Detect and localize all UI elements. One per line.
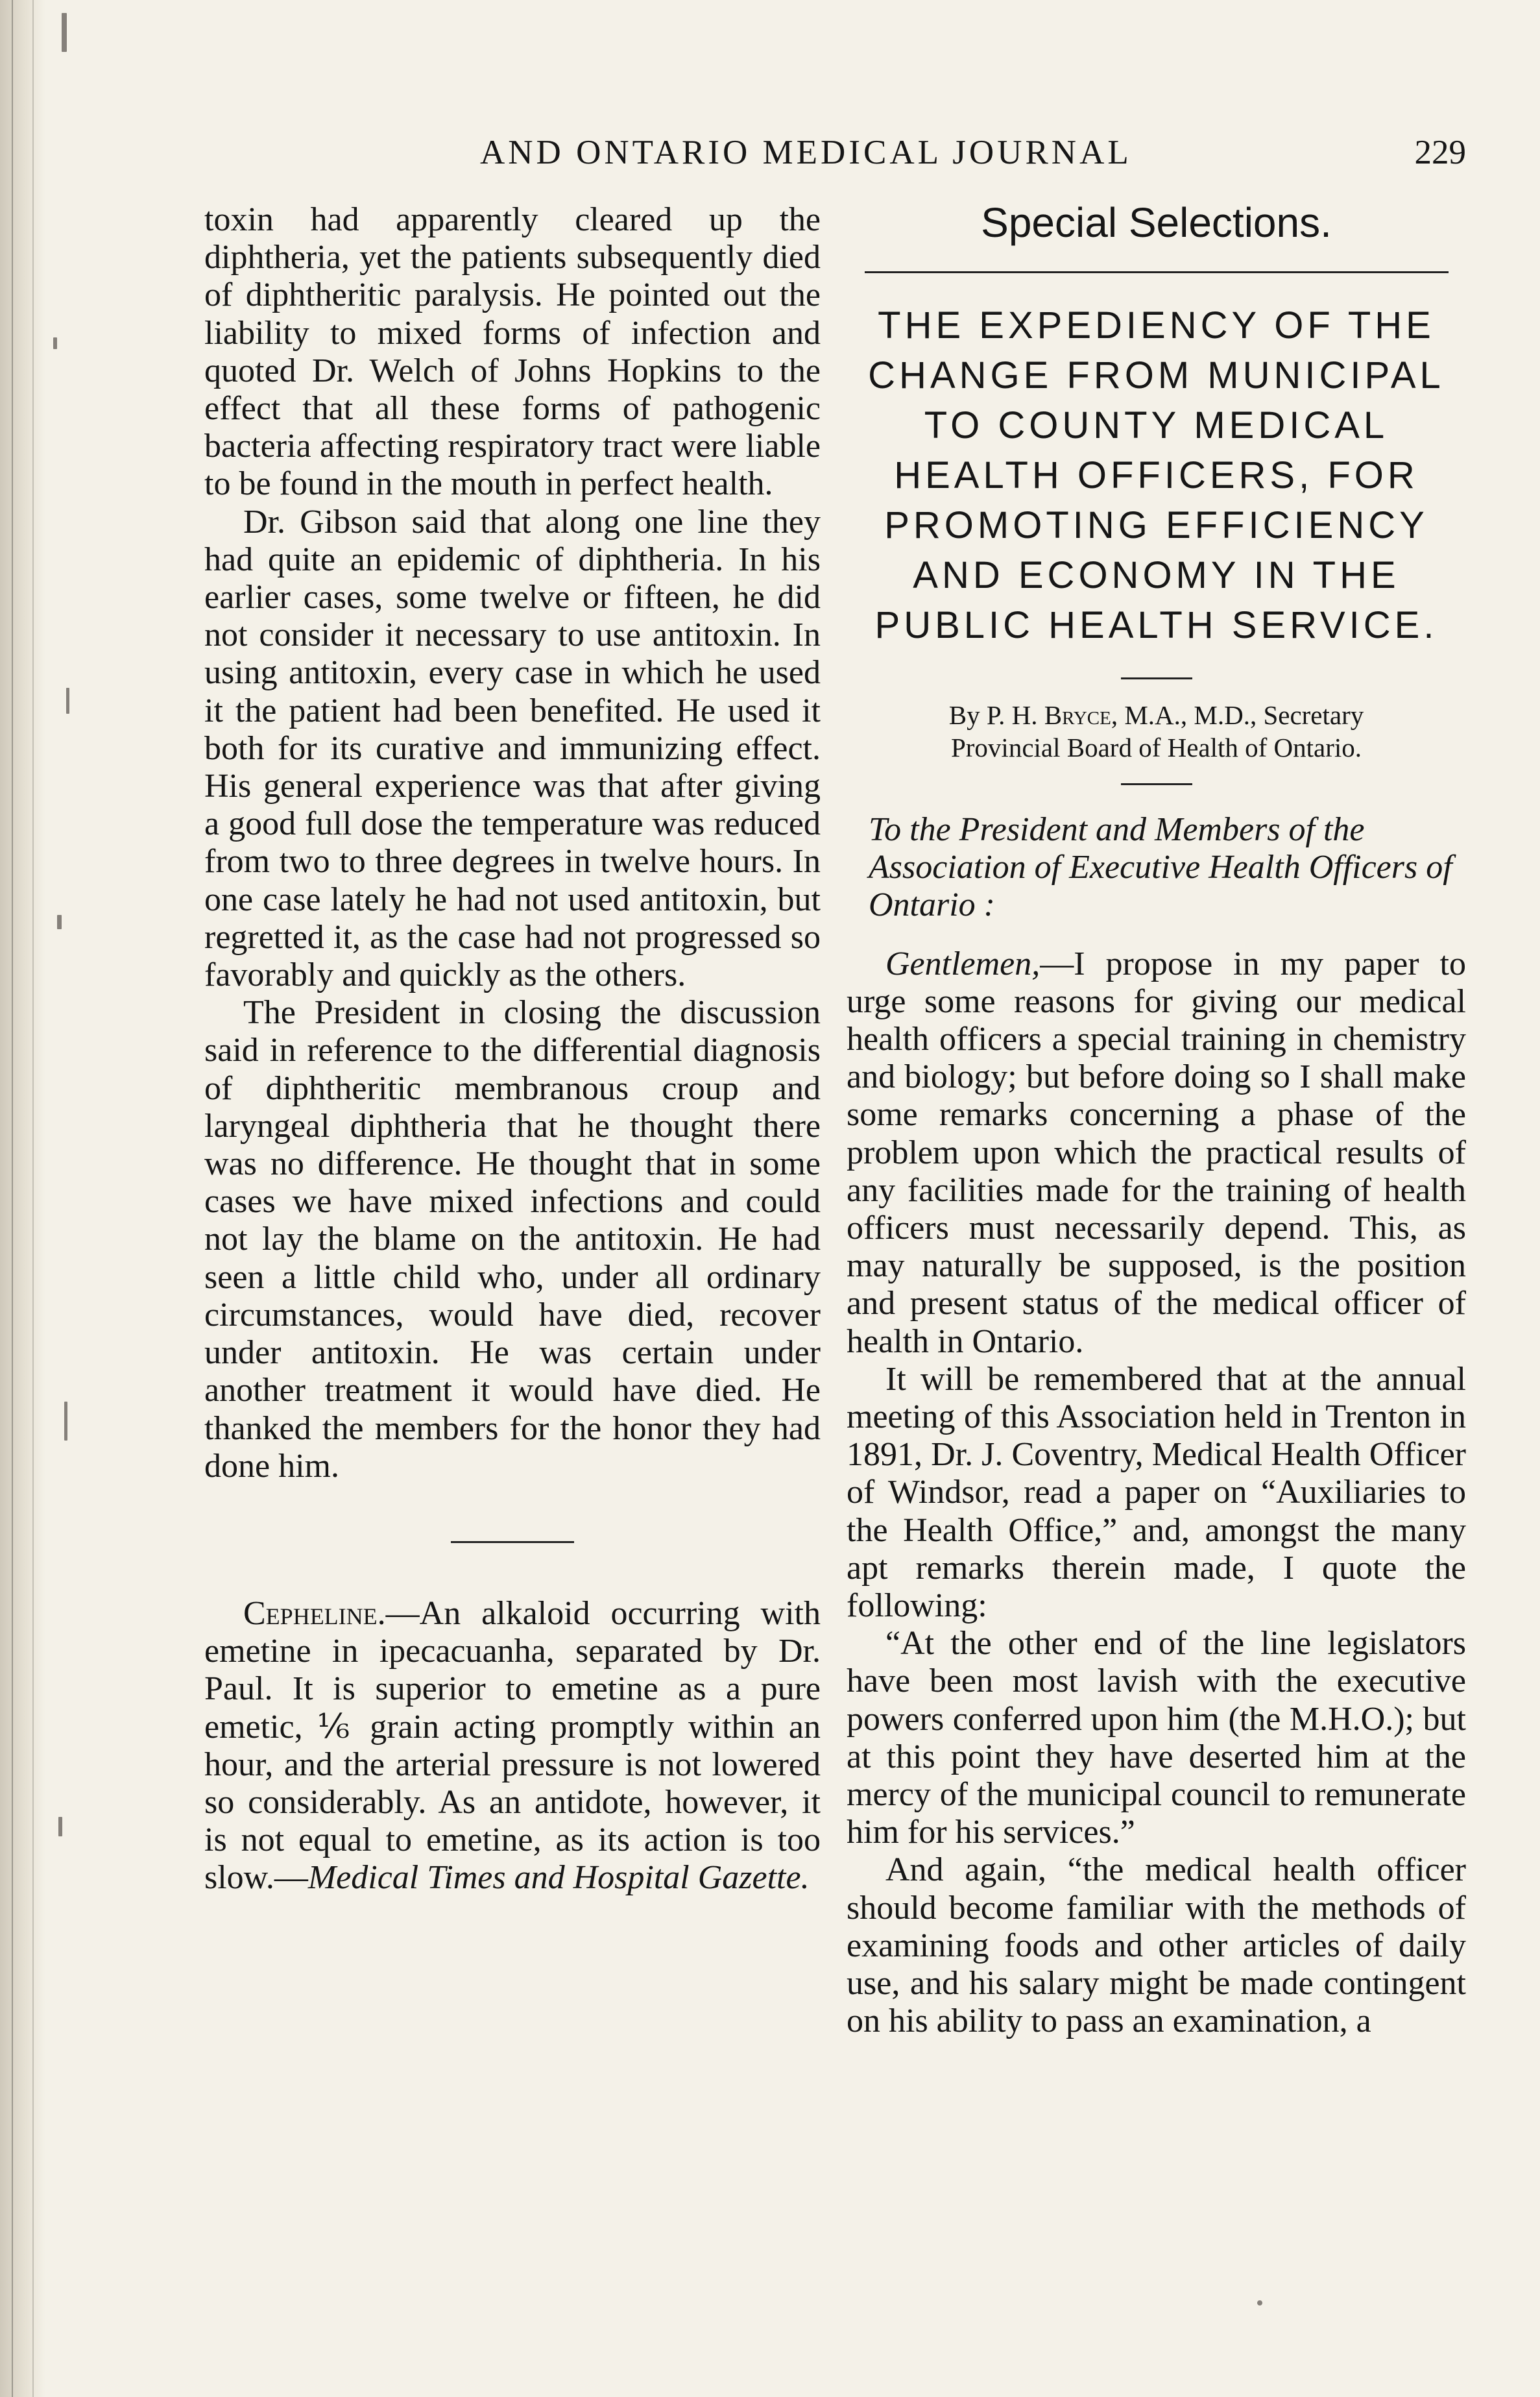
byline-by: By (948, 700, 980, 730)
title-rule (1121, 677, 1192, 679)
running-head: AND ONTARIO MEDICAL JOURNAL (480, 134, 1132, 171)
scan-speck (1257, 2300, 1262, 2306)
left-paragraph-1: toxin had apparently cleared up the diphtheria, yet the patients subsequently died of diphtheritic paralysis. He pointed out the liability to mixed forms of infection and quoted Dr. Welch of Johns Hopkins to the effect that all these forms of pathogenic bacteria affecting respiratory tract were liable to be found in the mouth in perfect health. (204, 201, 821, 503)
note-source: Medical Times and Hospital Gazette. (307, 1859, 810, 1897)
quotation: “At the other end of the line legislators have been most lavish with the executive powers conferred upon him (the M.H.O.); but at this point they have deserted him at the mercy of the municipal council to remunerate him for his services.” (847, 1625, 1466, 1851)
scan-speck (57, 915, 62, 929)
byline-credentials: , M.A., M.D., Secretary (1111, 700, 1364, 730)
right-column (847, 201, 1466, 2041)
address-line: To the President and Members of the Association of Executive Health Officers of Ontario : (869, 811, 1452, 924)
scan-speck (64, 1402, 67, 1441)
left-column (204, 201, 821, 1897)
page-edge-line (32, 0, 34, 2397)
section-divider (451, 1541, 574, 1543)
right-paragraph-3: And again, “the medical health officer should become familiar with the methods of examining foods and other articles of daily use, and his salary might be made contingent on his ability to pass an examination, a (847, 1851, 1466, 2040)
page-number: 229 (1414, 134, 1466, 171)
byline (847, 699, 1466, 764)
byline-author: P. H. Bryce (986, 700, 1111, 730)
byline-affiliation: Provincial Board of Health of Ontario. (950, 733, 1362, 762)
left-paragraph-3: The President in closing the discussion said in reference to the differential diagnosis of diphtheritic membranous croup and laryngeal diphtheria that he thought there was no difference. He thought that in some cases we have mixed infections and could not lay the blame on the antitoxin. He had seen a little child who, under all ordinary circumstances, would have died, recover under antitoxin. He was certain under another treatment it would have died. He thanked the members for the honor they had done him. (204, 994, 821, 1485)
page-edge-shadow (0, 0, 45, 2397)
cepheline-note (204, 1595, 821, 1897)
scan-speck (53, 337, 57, 349)
article-title: THE EXPEDIENCY OF THE CHANGE FROM MUNICIPAL TO COUNTY MEDICAL HEALTH OFFICERS, FOR PROMOTING EFFICIENCY AND ECONOMY IN THE PUBLIC HEALTH SERVICE. (868, 304, 1445, 646)
scan-speck (66, 688, 69, 714)
section-rule (865, 271, 1449, 273)
scan-speck (58, 1817, 62, 1836)
page-header (195, 133, 1492, 178)
page-edge-line (12, 0, 13, 2397)
note-headword: Cepheline. (243, 1594, 386, 1632)
right-paragraph-2: It will be remembered that at the annual meeting of this Association held in Trenton in 1891, Dr. J. Coventry, Medical Health Officer of Windsor, read a paper on “Auxiliaries to the Health Office,” and, amongst the many apt remarks therein made, I quote the following: (847, 1360, 1466, 1625)
section-title: Special Selections. (981, 199, 1332, 246)
byline-rule (1121, 783, 1192, 785)
right-paragraph-1 (847, 945, 1466, 1361)
note-body: —An alkaloid occurring with emetine in ipecacuanha, separated by Dr. Paul. It is superior to emetine as a pure emetic, ⅙ grain acting promptly within an hour, and the arterial pressure is not lowered so considerably. As an antidote, however, it is not equal to emetine, as its action is too slow.— (204, 1594, 821, 1897)
salutation: Gentlemen, (885, 945, 1041, 982)
right-paragraph-1-body: —I propose in my paper to urge some reasons for giving our medical health officers a special training in chemistry and biology; but before doing so I shall make some remarks concerning a phase of the problem upon which the practical results of any facilities made for the training of health officers must necessarily depend. This, as may naturally be supposed, is the position and present status of the medical officer of health in Ontario. (847, 945, 1466, 1360)
scan-speck (62, 13, 67, 52)
left-paragraph-2: Dr. Gibson said that along one line they had quite an epidemic of diphtheria. In his earlier cases, some twelve or fifteen, he did not consider it necessary to use antitoxin. In using antitoxin, every case in which he used it the patient had been benefited. He used it both for its curative and immunizing effect. His general experience was that after giving a good full dose the temperature was reduced from two to three degrees in twelve hours. In one case lately he had not used antitoxin, but regretted it, as the case had not progressed so favorably and quickly as the others. (204, 503, 821, 994)
